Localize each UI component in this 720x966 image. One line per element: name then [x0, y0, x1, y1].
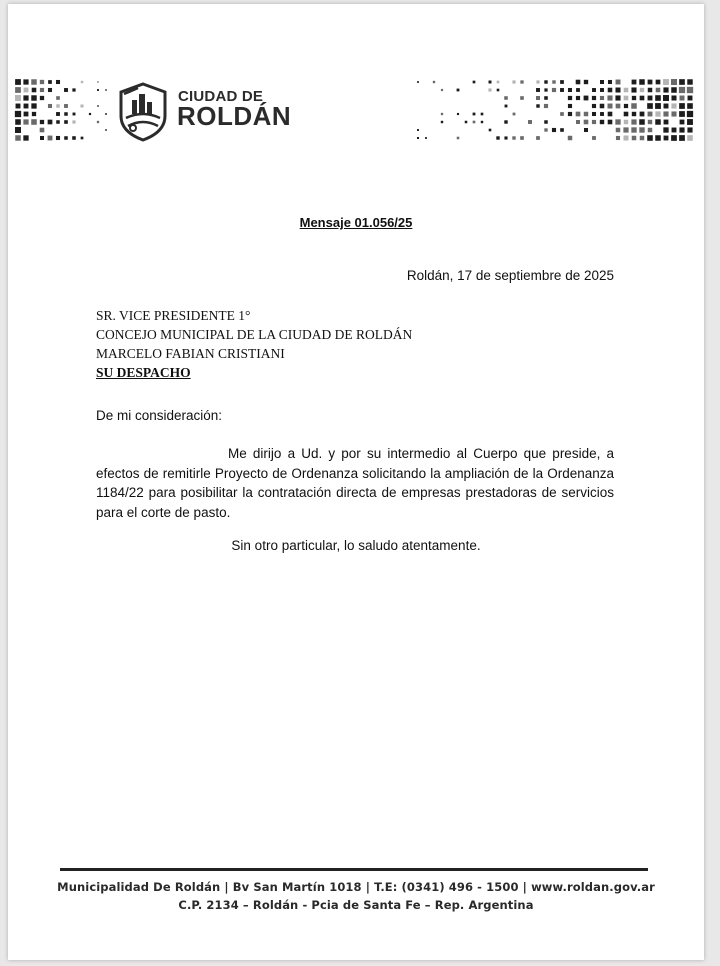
halftone-dot — [600, 80, 604, 84]
halftone-dot — [608, 120, 613, 125]
halftone-dot — [639, 127, 644, 132]
halftone-dot — [640, 136, 644, 140]
halftone-dot — [497, 81, 500, 84]
footer-contact-line: Municipalidad De Roldán | Bv San Martín 1018 | T.E: (0341) 496 - 1500 | www.roldan.gov.ar — [57, 880, 655, 894]
halftone-dot — [663, 79, 669, 85]
halftone-dot — [489, 129, 492, 132]
halftone-dot — [536, 96, 540, 100]
halftone-dot — [615, 95, 620, 100]
halftone-dot — [584, 96, 589, 101]
halftone-dot — [624, 88, 629, 93]
halftone-dot — [56, 96, 60, 100]
halftone-dot — [441, 113, 443, 115]
halftone-dot — [640, 112, 645, 117]
halftone-dot — [679, 103, 685, 109]
halftone-dot — [536, 88, 540, 92]
halftone-dot — [664, 136, 669, 141]
halftone-dot — [648, 128, 652, 132]
halftone-dot — [24, 104, 29, 109]
halftone-dot — [23, 119, 28, 124]
halftone-dot — [592, 120, 596, 124]
halftone-dot — [647, 135, 653, 141]
halftone-dot — [576, 80, 581, 85]
halftone-dot — [72, 88, 75, 91]
halftone-dot — [31, 79, 37, 85]
halftone-dot — [16, 104, 21, 109]
halftone-dot — [32, 88, 37, 93]
halftone-dot — [40, 80, 44, 84]
halftone-dot — [663, 87, 668, 92]
halftone-dot — [473, 81, 476, 84]
halftone-dot — [520, 80, 523, 83]
halftone-dot — [31, 119, 37, 125]
halftone-dot — [568, 88, 572, 92]
halftone-dot — [687, 135, 693, 141]
halftone-dot — [624, 112, 629, 117]
halftone-dot — [31, 103, 36, 108]
halftone-dot — [64, 88, 68, 92]
halftone-dot — [624, 120, 628, 124]
halftone-dot — [465, 121, 468, 124]
halftone-dot — [23, 95, 28, 100]
halftone-dot — [40, 136, 44, 140]
halftone-dot — [105, 89, 107, 91]
halftone-dot — [24, 112, 29, 117]
halftone-dot — [441, 121, 443, 123]
dot-pattern-right-graphic — [398, 78, 696, 142]
halftone-dot — [648, 88, 653, 93]
halftone-dot — [576, 96, 580, 100]
halftone-dot — [97, 81, 99, 83]
halftone-dot — [89, 113, 91, 115]
halftone-dot — [80, 104, 83, 107]
halftone-dot — [560, 112, 564, 116]
halftone-dot — [607, 95, 612, 100]
halftone-dot — [97, 105, 99, 107]
halftone-dot — [552, 80, 555, 83]
halftone-dot — [655, 95, 661, 101]
footer-address-line: C.P. 2134 – Roldán - Pcia de Santa Fe – Rep. Argentina — [178, 898, 534, 912]
halftone-dot — [23, 79, 28, 84]
halftone-dot — [687, 79, 692, 84]
halftone-dot — [616, 128, 620, 132]
halftone-dot — [544, 120, 547, 123]
halftone-dot — [655, 119, 660, 124]
halftone-dot — [544, 96, 548, 100]
halftone-dot — [568, 112, 572, 116]
halftone-dot — [496, 136, 499, 139]
halftone-dot — [584, 120, 589, 125]
halftone-dot — [592, 112, 596, 116]
halftone-dot — [48, 136, 53, 141]
halftone-dot — [608, 112, 613, 117]
halftone-dot — [639, 119, 645, 125]
halftone-dot — [584, 112, 588, 116]
halftone-dot — [679, 87, 685, 93]
halftone-dot — [679, 79, 685, 85]
halftone-dot — [671, 87, 677, 93]
halftone-dot — [655, 135, 661, 141]
halftone-dot — [648, 120, 652, 124]
halftone-dot — [664, 104, 669, 109]
halftone-dot — [23, 135, 28, 140]
halftone-dot — [40, 120, 44, 124]
halftone-dot — [632, 80, 637, 85]
halftone-dot — [15, 95, 21, 101]
halftone-dot — [687, 127, 692, 132]
halftone-dot — [536, 136, 540, 140]
document-page — [8, 4, 704, 960]
halftone-dot — [15, 111, 21, 117]
halftone-dot — [528, 120, 532, 124]
halftone-dot — [15, 135, 21, 141]
halftone-dot — [679, 127, 684, 132]
halftone-dot — [417, 81, 419, 83]
halftone-dot — [664, 120, 669, 125]
halftone-dot — [648, 112, 653, 117]
halftone-dot — [640, 96, 645, 101]
halftone-dot — [457, 137, 460, 140]
recipient-block — [96, 306, 412, 382]
halftone-dot — [640, 88, 644, 92]
halftone-dot — [48, 120, 53, 125]
letter-greeting: De mi consideración: — [96, 408, 223, 423]
halftone-dot — [512, 136, 515, 139]
halftone-dot — [600, 88, 604, 92]
halftone-dot — [560, 88, 564, 92]
halftone-dot — [97, 89, 99, 91]
halftone-dot — [623, 135, 628, 140]
halftone-dot — [600, 96, 604, 100]
halftone-dot — [671, 111, 676, 116]
halftone-dot — [655, 103, 661, 109]
halftone-dot — [441, 89, 443, 91]
halftone-dot — [497, 89, 500, 92]
halftone-dot — [631, 87, 636, 92]
halftone-dot — [687, 111, 693, 117]
halftone-dot — [592, 96, 596, 100]
halftone-dot — [671, 135, 677, 141]
halftone-dot — [473, 121, 476, 124]
halftone-dot — [32, 112, 36, 116]
halftone-dot — [600, 104, 605, 109]
halftone-dot — [600, 120, 604, 124]
halftone-dot — [671, 95, 676, 100]
halftone-dot — [648, 96, 653, 101]
halftone-dot — [671, 103, 676, 108]
halftone-dot — [417, 129, 419, 131]
halftone-dot — [105, 129, 107, 131]
letter-body: Me dirijo a Ud. y por su intermedio al Cuerpo que preside, a efectos de remitirle Proyecto de Ordenanza solicitando la ampliación de la Ordenanza 1184/22 para posibilitar la contratación directa de empresas prestadoras de servicios para el corte de pasto. — [96, 446, 614, 520]
halftone-dot — [48, 88, 52, 92]
document-title: Mensaje 01.056/25 — [299, 215, 413, 230]
halftone-dot — [576, 88, 580, 92]
halftone-dot — [105, 113, 107, 115]
recipient-name: MARCELO FABIAN CRISTIANI — [96, 346, 285, 361]
halftone-dot — [687, 103, 693, 109]
halftone-dot — [647, 103, 653, 109]
halftone-dot — [663, 111, 668, 116]
halftone-dot — [15, 119, 21, 125]
halftone-dot — [576, 120, 580, 124]
halftone-dot — [680, 120, 685, 125]
halftone-dot — [520, 96, 524, 100]
footer — [8, 878, 704, 914]
halftone-dot — [56, 104, 59, 107]
dot-pattern-left-graphic — [14, 78, 110, 142]
recipient-title: SR. VICE PRESIDENTE 1° — [96, 308, 251, 323]
halftone-dot — [15, 79, 21, 85]
halftone-dot — [15, 127, 21, 133]
halftone-dot — [608, 80, 612, 84]
halftone-dot — [560, 128, 564, 132]
halftone-dot — [40, 96, 44, 100]
halftone-dot — [457, 89, 460, 92]
halftone-dot — [632, 136, 637, 141]
halftone-dot — [72, 120, 75, 123]
halftone-dot — [560, 80, 564, 84]
halftone-dot — [513, 113, 516, 116]
halftone-dot — [687, 87, 693, 93]
halftone-dot — [600, 112, 604, 116]
halftone-dot — [671, 79, 677, 85]
halftone-dot — [536, 104, 539, 107]
halftone-dot — [544, 128, 547, 131]
halftone-dot — [655, 111, 660, 116]
letter-closing: Sin otro particular, lo saludo atentamente. — [231, 538, 481, 553]
halftone-dot — [64, 112, 68, 116]
halftone-dot — [687, 119, 693, 125]
header-dot-pattern-right — [398, 78, 696, 142]
logo-text-small: CIUDAD DE — [178, 88, 264, 105]
halftone-dot — [631, 119, 636, 124]
city-logo — [118, 82, 318, 144]
halftone-dot — [97, 121, 99, 123]
halftone-dot — [56, 136, 60, 140]
halftone-dot — [584, 128, 588, 132]
halftone-dot — [504, 136, 507, 139]
recipient-dispatch: SU DESPACHO — [96, 365, 191, 380]
halftone-dot — [568, 136, 572, 140]
halftone-dot — [616, 104, 621, 109]
halftone-dot — [679, 135, 685, 141]
header-dot-pattern-left — [14, 78, 110, 142]
halftone-dot — [425, 137, 427, 139]
halftone-dot — [616, 80, 621, 85]
halftone-dot — [615, 119, 620, 124]
halftone-dot — [489, 81, 492, 84]
halftone-dot — [40, 128, 45, 133]
halftone-dot — [481, 113, 484, 116]
halftone-dot — [552, 88, 556, 92]
halftone-dot — [624, 96, 629, 101]
halftone-dot — [15, 87, 21, 93]
halftone-dot — [512, 80, 515, 83]
halftone-dot — [631, 127, 636, 132]
halftone-dot — [592, 136, 596, 140]
halftone-dot — [81, 137, 84, 140]
halftone-dot — [615, 87, 620, 92]
halftone-dot — [457, 113, 459, 115]
halftone-dot — [433, 81, 435, 83]
halftone-dot — [592, 104, 596, 108]
halftone-dot — [40, 88, 44, 92]
halftone-dot — [616, 136, 620, 140]
halftone-dot — [680, 96, 685, 101]
halftone-dot — [688, 96, 693, 101]
halftone-dot — [31, 95, 36, 100]
city-shield-icon — [118, 82, 168, 142]
halftone-dot — [632, 96, 636, 100]
halftone-dot — [536, 80, 539, 83]
halftone-dot — [64, 136, 68, 140]
halftone-dot — [72, 136, 76, 140]
halftone-dot — [520, 136, 524, 140]
halftone-dot — [48, 104, 52, 108]
letter-date: Roldán, 17 de septiembre de 2025 — [406, 268, 614, 283]
halftone-dot — [64, 120, 68, 124]
halftone-dot — [552, 128, 556, 132]
halftone-dot — [624, 104, 628, 108]
halftone-dot — [568, 104, 572, 108]
halftone-dot — [544, 104, 548, 108]
halftone-dot — [24, 88, 29, 93]
halftone-dot — [648, 80, 653, 85]
halftone-dot — [679, 111, 685, 117]
halftone-dot — [672, 128, 677, 133]
halftone-dot — [488, 88, 491, 91]
halftone-dot — [56, 120, 60, 124]
footer-divider — [60, 868, 648, 871]
halftone-dot — [607, 103, 612, 108]
halftone-dot — [544, 80, 547, 83]
halftone-dot — [656, 80, 661, 85]
halftone-dot — [481, 121, 483, 123]
halftone-dot — [592, 88, 596, 92]
halftone-dot — [608, 88, 613, 93]
halftone-dot — [632, 112, 636, 116]
halftone-dot — [56, 80, 60, 84]
halftone-dot — [73, 113, 76, 116]
halftone-dot — [663, 95, 669, 101]
halftone-dot — [544, 88, 547, 91]
halftone-dot — [64, 104, 68, 108]
halftone-dot — [417, 137, 419, 139]
halftone-dot — [584, 80, 588, 84]
halftone-dot — [81, 81, 83, 83]
halftone-dot — [505, 105, 508, 108]
halftone-dot — [639, 79, 645, 85]
logo-text-big: ROLDÁN — [177, 101, 292, 131]
halftone-dot — [568, 96, 572, 100]
halftone-dot — [656, 88, 661, 93]
halftone-dot — [48, 80, 52, 84]
halftone-dot — [576, 112, 581, 117]
halftone-dot — [623, 127, 628, 132]
halftone-dot — [631, 103, 637, 109]
halftone-dot — [504, 96, 508, 100]
halftone-dot — [504, 120, 507, 123]
recipient-organization: CONCEJO MUNICIPAL DE LA CIUDAD DE ROLDÁN — [96, 327, 413, 342]
halftone-dot — [473, 113, 476, 116]
halftone-dot — [663, 127, 668, 132]
halftone-dot — [56, 112, 60, 116]
